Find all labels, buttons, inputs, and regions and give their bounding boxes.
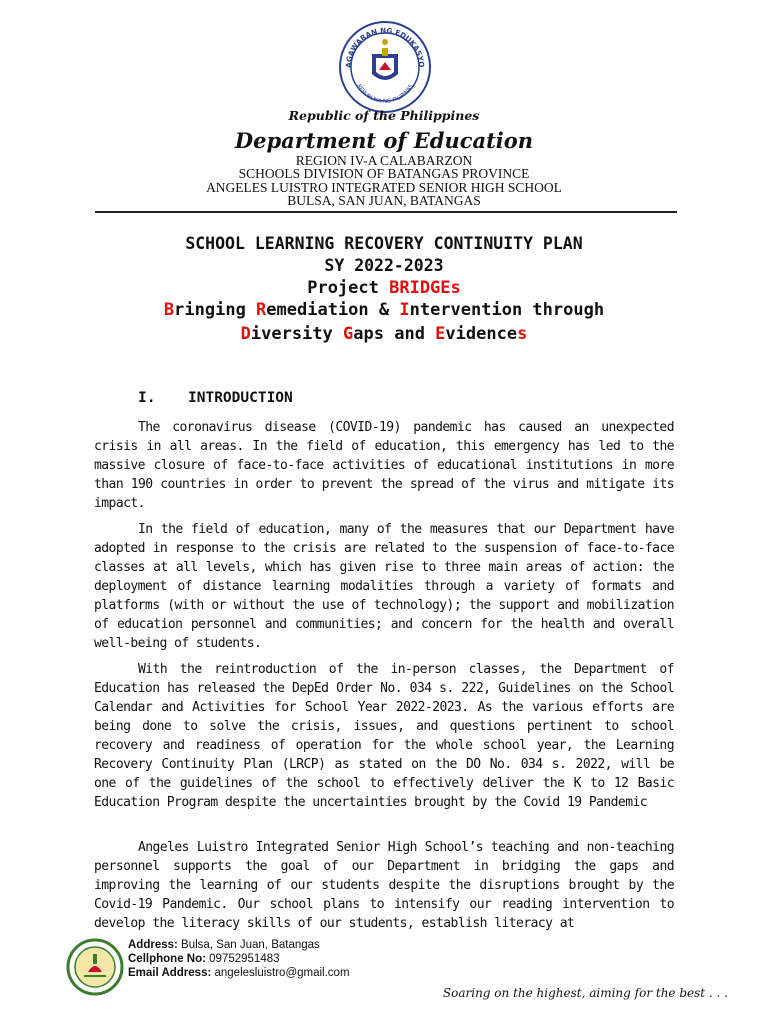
section-number: I. [138,390,156,406]
section-title: INTRODUCTION [188,390,293,406]
phone-value: 09752951483 [205,953,280,965]
republic-heading: Republic of the Philippines [288,108,480,123]
acronym-letter: s [517,324,528,344]
region-line: REGION IV-A CALABARZON [295,153,473,168]
email-value: angelesluistro@gmail.com [211,967,350,979]
phone-label: Cellphone No: [128,953,206,965]
acronym-text: emediation & [266,300,400,320]
footer-phone [128,952,350,966]
seal-text-top: AGAWARAN NG EDUKASYO [343,25,427,69]
project-name: BRIDGEs [389,278,461,298]
header-divider [95,211,677,213]
project-title [0,278,768,298]
paragraph: The coronavirus disease (COVID-19) pandemic has caused an unexpected crisis in all areas. In the field of education, this emergency has led to the massive closure of face-to-face activities of educational institutions in more than 190 countries in order to prevent the spread of the virus and mitigate its impact. [94,420,674,511]
section-heading [138,390,293,406]
acronym-text: vidence [445,324,518,344]
acronym-letter: E [435,324,446,344]
paragraph: With the reintroduction of the in-person classes, the Department of Education has released the DepEd Order No. 034 s. 222, Guidelines on the School Calendar and Activities for School Year 2022-2023. As the various efforts are being done to solve the crisis, issues, and questions pertinent to school recovery and readiness of operation for the whole school year, the Learning Recovery Continuity Plan (LRCP) as stated on the DO No. 034 s. 2022, will be one of the guidelines of the school to effectively deliver the K to 12 Basic Education Program despite the uncertainties brought by the Covid 19 Pandemic [94,662,674,810]
department-heading: Department of Education [234,128,534,153]
school-motto: Soaring on the highest, aiming for the best . . . [442,986,728,1000]
acronym-text: iversity [250,324,344,344]
acronym-line-1 [0,300,768,320]
footer-address [128,938,350,952]
address-value: Bulsa, San Juan, Batangas [177,939,320,951]
address-line: BULSA, SAN JUAN, BATANGAS [287,193,481,208]
acronym-letter: D [240,324,251,344]
division-line: SCHOOLS DIVISION OF BATANGAS PROVINCE [238,166,530,181]
acronym-letter: B [163,300,175,320]
address-label: Address: [128,939,178,951]
seal-text-bottom: REPUBLIKA NG PILIPINAS [355,83,415,106]
footer-email [128,966,350,980]
acronym-letter: G [343,324,354,344]
plan-title: SCHOOL LEARNING RECOVERY CONTINUITY PLAN [185,234,583,253]
deped-seal-logo [338,20,432,114]
acronym-text: aps and [353,324,436,344]
project-prefix: Project [307,278,390,298]
acronym-text: ringing [174,300,257,320]
acronym-letter: R [256,300,267,320]
school-line: ANGELES LUISTRO INTEGRATED SENIOR HIGH SCHOOL [206,180,562,195]
acronym-letter: I [399,300,410,320]
acronym-line-2 [0,324,768,344]
school-seal-logo [66,938,124,996]
paragraph: In the field of education, many of the measures that our Department have adopted in response to the crisis are related to the suspension of face-to-face classes at all levels, which has given rise to three main areas of action: the deployment of distance learning modalities through a variety of formats and platforms (with or without the use of technology); the support and mobilization of education personnel and communities; and concern for the health and overall well-being of students. [94,522,674,651]
email-label: Email Address: [128,967,212,979]
school-year: SY 2022-2023 [324,256,444,275]
acronym-text: ntervention through [409,300,605,320]
footer-contact [128,938,350,980]
paragraph: Angeles Luistro Integrated Senior High School’s teaching and non-teaching personnel supports the goal of our Department in bridging the gaps and improving the learning of our students despite the disruptions brought by the Covid-19 Pandemic. Our school plans to intensify our reading intervention to develop the literacy skills of our students, establish literacy at [94,840,674,931]
